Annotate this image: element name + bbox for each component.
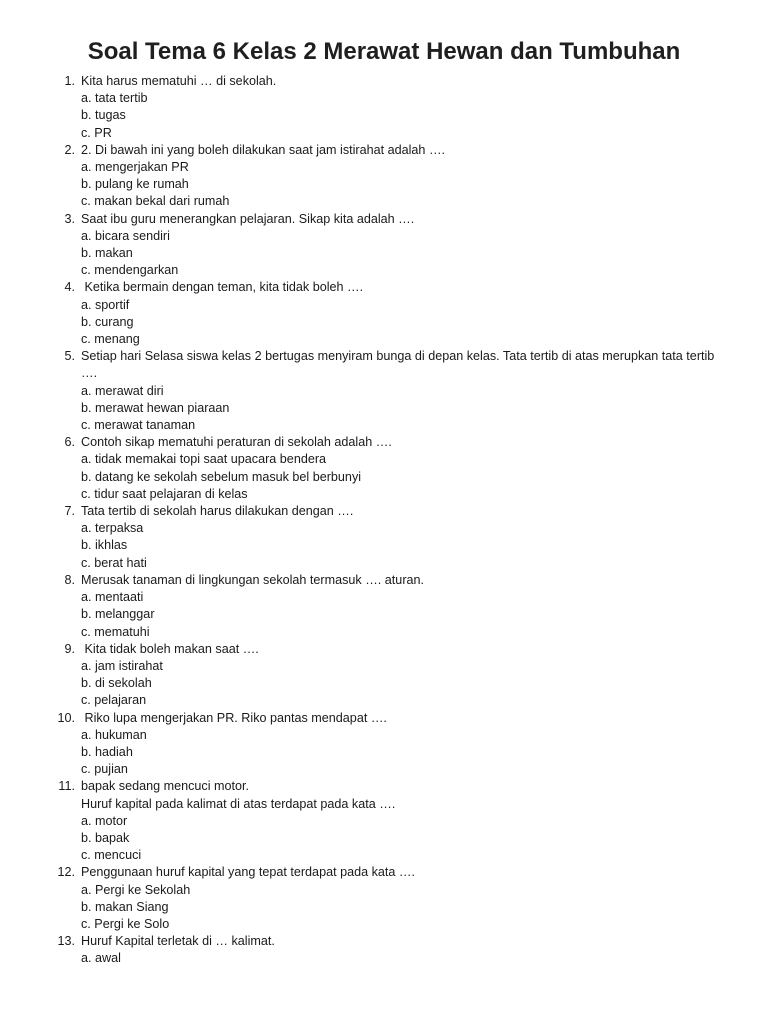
question-text: Ketika bermain dengan teman, kita tidak boleh ….	[81, 280, 364, 295]
answer-option: b. bapak	[81, 830, 130, 845]
answer-option: b. makan Siang	[81, 899, 169, 914]
question-number: 3.	[64, 211, 75, 226]
answer-option: c. mencuci	[81, 848, 142, 863]
question-item	[0, 864, 768, 933]
question-text: Contoh sikap mematuhi peraturan di sekolah adalah ….	[81, 435, 392, 450]
answer-option: a. jam istirahat	[81, 658, 163, 673]
question-item	[0, 73, 768, 142]
answer-option: b. pulang ke rumah	[81, 177, 189, 192]
question-item	[0, 434, 768, 503]
question-text: Kita harus mematuhi … di sekolah.	[81, 74, 277, 88]
question-number: 5.	[64, 349, 75, 364]
answer-option: a. terpaksa	[81, 521, 144, 536]
question-number: 4.	[64, 280, 75, 295]
answer-option: c. menang	[81, 332, 140, 347]
answer-option: c. Pergi ke Solo	[81, 916, 170, 931]
question-number: 13.	[57, 934, 75, 949]
answer-option: a. merawat diri	[81, 383, 164, 398]
answer-option: c. mematuhi	[81, 624, 150, 639]
answer-option: c. PR	[81, 125, 112, 140]
question-text: Riko lupa mengerjakan PR. Riko pantas mendapat ….	[81, 710, 387, 725]
question-text: Huruf Kapital terletak di … kalimat.	[81, 934, 275, 949]
answer-option: a. sportif	[81, 297, 130, 312]
answer-option: c. mendengarkan	[81, 263, 179, 278]
question-number: 1.	[64, 74, 75, 88]
question-item	[0, 572, 768, 641]
question-number: 6.	[64, 435, 75, 450]
question-item	[0, 641, 768, 710]
answer-option: c. tidur saat pelajaran di kelas	[81, 486, 248, 501]
answer-option: b. curang	[81, 314, 134, 329]
question-item	[0, 211, 768, 280]
answer-option: a. mentaati	[81, 590, 144, 605]
question-text: Saat ibu guru menerangkan pelajaran. Sikap kita adalah ….	[81, 211, 415, 226]
question-text: Huruf kapital pada kalimat di atas terdapat pada kata ….	[81, 796, 396, 811]
question-number: 12.	[57, 865, 75, 880]
answer-option: b. datang ke sekolah sebelum masuk bel berbunyi	[81, 469, 362, 484]
answer-option: b. hadiah	[81, 744, 133, 759]
answer-option: b. merawat hewan piaraan	[81, 400, 230, 415]
answer-option: c. merawat tanaman	[81, 418, 196, 433]
document-title: Soal Tema 6 Kelas 2 Merawat Hewan dan Tumbuhan	[87, 38, 681, 65]
question-item	[0, 933, 768, 967]
answer-option: b. di sekolah	[81, 676, 152, 691]
question-text: 2. Di bawah ini yang boleh dilakukan saat jam istirahat adalah ….	[81, 142, 446, 157]
question-item	[0, 348, 768, 434]
question-text: Penggunaan huruf kapital yang tepat terdapat pada kata ….	[81, 865, 415, 880]
question-item	[0, 503, 768, 572]
question-item	[0, 279, 768, 348]
question-item	[0, 142, 768, 211]
question-list	[0, 73, 768, 968]
answer-option: c. berat hati	[81, 555, 147, 570]
answer-option: c. pelajaran	[81, 693, 147, 708]
answer-option: a. tidak memakai topi saat upacara bendera	[81, 452, 327, 467]
answer-option: b. makan	[81, 246, 133, 261]
answer-option: a. motor	[81, 813, 128, 828]
question-number: 7.	[64, 504, 75, 519]
question-text: Merusak tanaman di lingkungan sekolah termasuk …. aturan.	[81, 572, 425, 587]
question-number: 10.	[57, 710, 75, 725]
question-item	[0, 778, 768, 864]
answer-option: a. hukuman	[81, 727, 147, 742]
question-text: bapak sedang mencuci motor.	[81, 779, 250, 794]
answer-option: b. ikhlas	[81, 538, 128, 553]
answer-option: a. awal	[81, 951, 121, 966]
answer-option: c. pujian	[81, 762, 128, 777]
question-number: 8.	[64, 572, 75, 587]
question-item	[0, 710, 768, 779]
answer-option: a. Pergi ke Sekolah	[81, 882, 191, 897]
answer-option: a. mengerjakan PR	[81, 160, 189, 175]
answer-option: b. tugas	[81, 108, 126, 123]
answer-option: c. makan bekal dari rumah	[81, 194, 230, 209]
question-number: 11.	[58, 779, 75, 794]
answer-option: a. bicara sendiri	[81, 228, 170, 243]
question-number: 9.	[64, 641, 75, 656]
answer-option: b. melanggar	[81, 607, 155, 622]
answer-option: a. tata tertib	[81, 91, 148, 106]
question-text: Kita tidak boleh makan saat ….	[81, 641, 259, 656]
question-number: 2.	[64, 142, 75, 157]
question-text: Tata tertib di sekolah harus dilakukan dengan ….	[81, 504, 354, 519]
question-text: Setiap hari Selasa siswa kelas 2 bertugas menyiram bunga di depan kelas. Tata tertib di atas merupkan tata tertib ….	[81, 349, 718, 381]
